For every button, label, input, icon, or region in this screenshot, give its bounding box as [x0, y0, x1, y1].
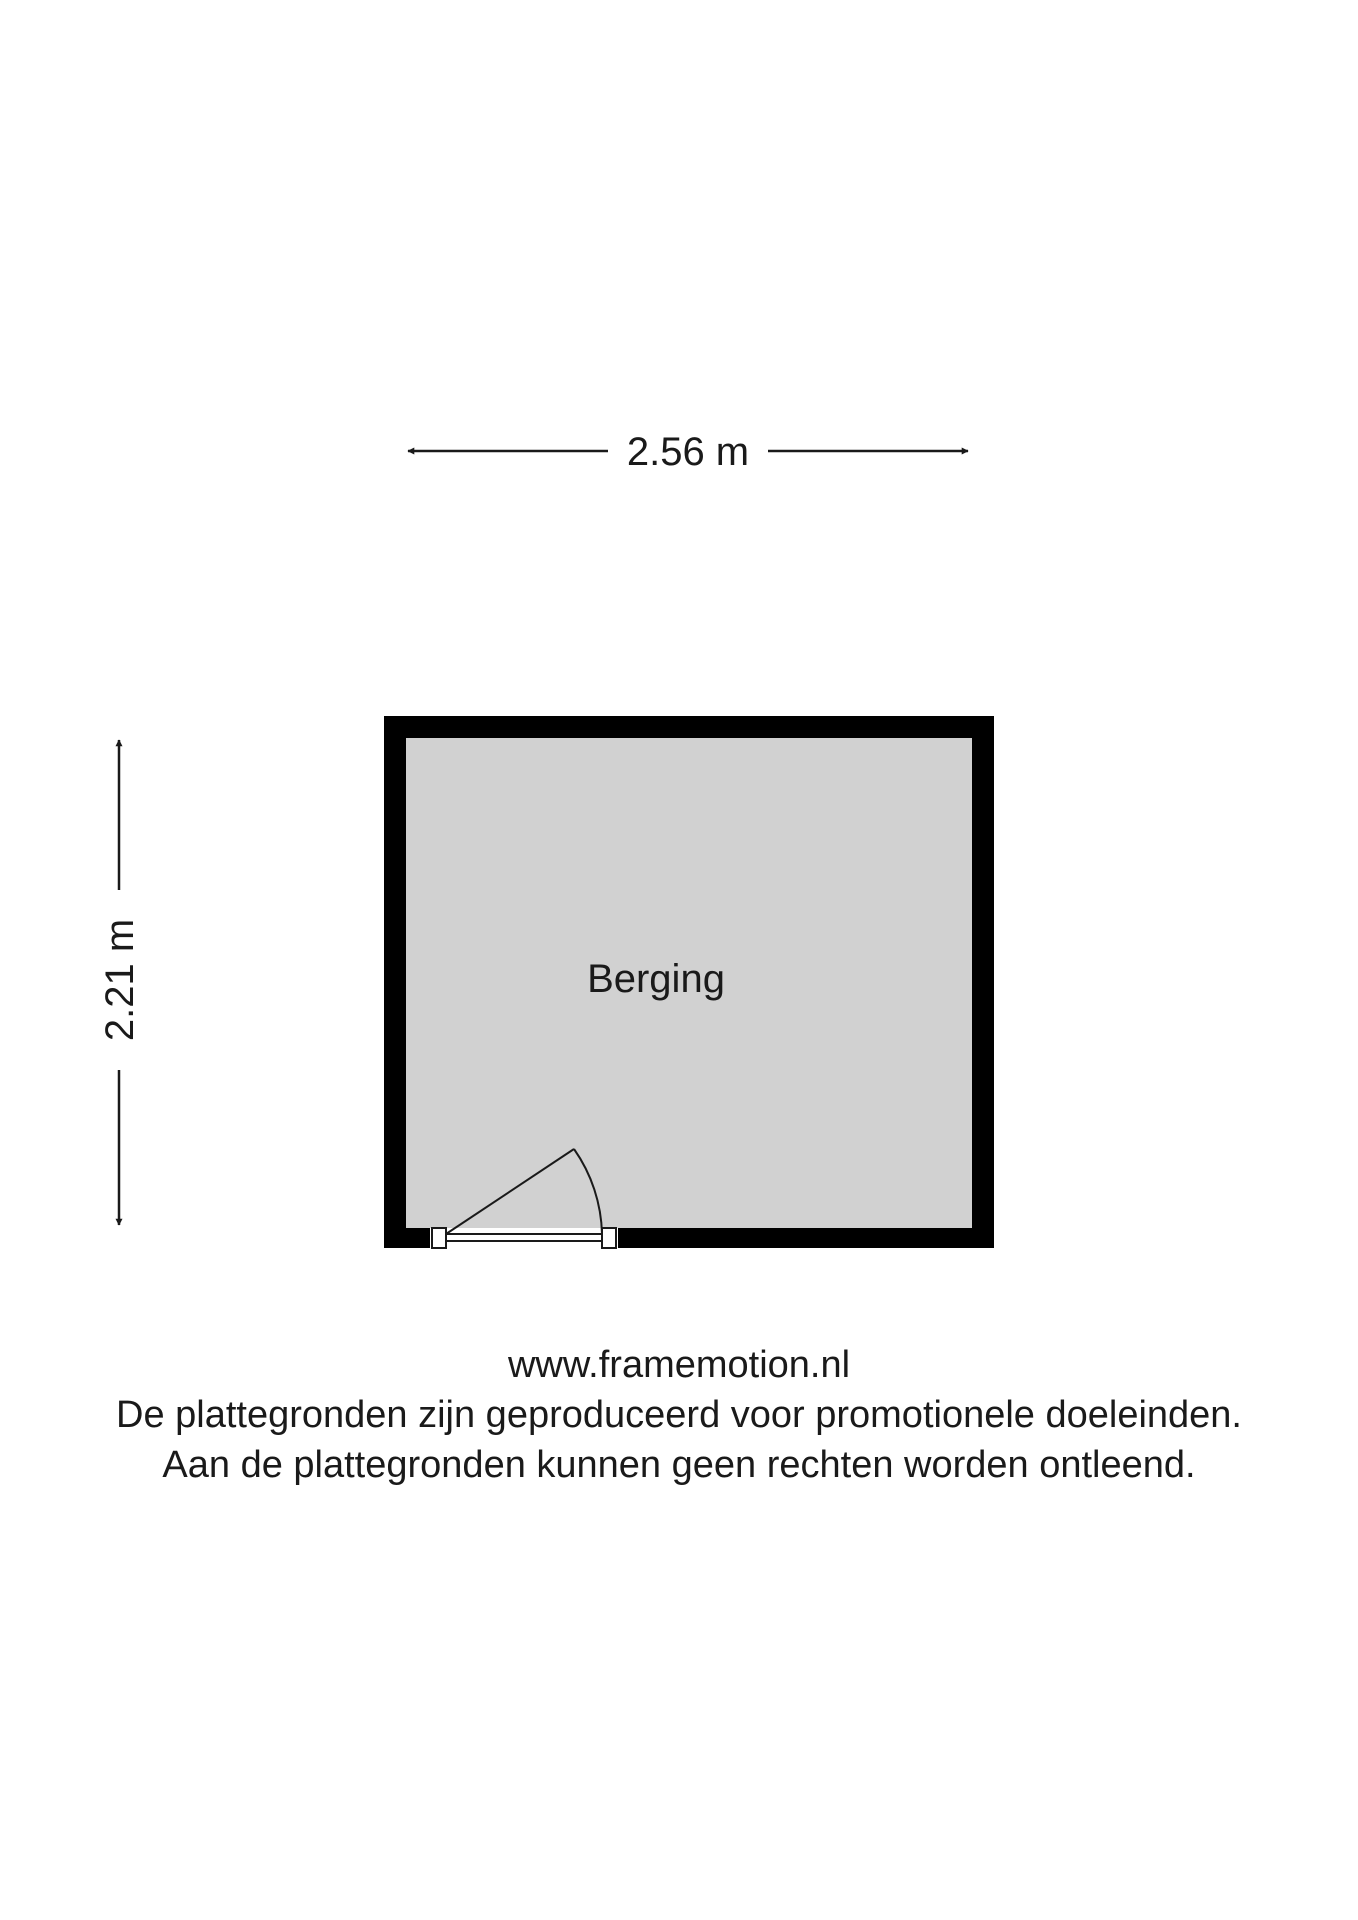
width-dimension — [408, 430, 968, 474]
door-opening — [430, 1228, 618, 1248]
door-jamb-right — [602, 1228, 616, 1248]
room-berging — [384, 716, 994, 1248]
room-label: Berging — [587, 957, 725, 1001]
door-jamb-left — [432, 1228, 446, 1248]
height-dimension — [98, 740, 142, 1225]
width-dimension-label: 2.56 m — [626, 430, 750, 474]
disclaimer-line-1: De plattegronden zijn geproduceerd voor promotionele doeleinden. — [116, 1394, 1242, 1436]
height-dimension-label: 2.21 m — [98, 918, 142, 1042]
footer — [0, 1340, 1358, 1490]
website-text: www.framemotion.nl — [507, 1344, 851, 1386]
disclaimer-line-2: Aan de plattegronden kunnen geen rechten worden ontleend. — [162, 1444, 1196, 1486]
